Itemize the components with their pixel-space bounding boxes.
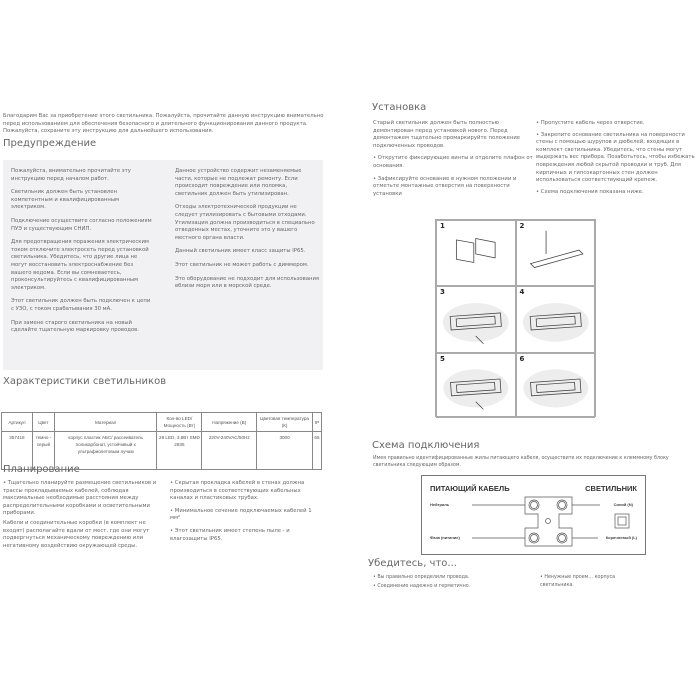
step-number: 5 <box>440 355 445 363</box>
step-illustration <box>436 286 516 353</box>
warning-heading: Предупреждение <box>3 138 97 149</box>
paragraph: Для предотвращения поражения электрическим током отключите электросеть перед установкой светильника. Убедитесь, что другие лица не могут восстановить электроснабжение без вашего ведома. Если вы сомневаетесь, проконсультируйтесь с квалифицированным электриком. <box>11 239 149 291</box>
specs-table <box>1 412 322 470</box>
table-header: IP <box>312 413 321 432</box>
phase-label: Фаза (питание) <box>430 535 460 540</box>
step-illustration <box>516 220 596 286</box>
paragraph: • Схема подключения показана ниже. <box>536 188 644 195</box>
planning-heading: Планирование <box>3 464 80 475</box>
wiring-text: Имея правильно идентифицированные жилы питающего кабеля, осуществите их подключение к клеммному блоку светильника следующим образом. <box>373 456 669 468</box>
luminaire-illustration-icon <box>437 354 515 417</box>
luminaire-illustration-icon <box>517 354 595 417</box>
step-number: 4 <box>519 288 525 296</box>
table-header: Материал <box>54 413 157 432</box>
step-illustration <box>436 220 516 286</box>
paragraph: Подключение осуществите согласно положениям ПУЭ и существующим СНИП. <box>11 217 152 232</box>
paragraph: • Соединение надежно и герметично. <box>373 583 471 589</box>
step-number: 6 <box>519 355 525 363</box>
luminaire-illustration-icon <box>437 287 515 352</box>
step-number: 3 <box>440 288 445 296</box>
table-cell: темно - серый <box>32 432 54 470</box>
table-header: Цветовая температура (К) <box>257 413 313 432</box>
wiring-diagram <box>421 475 646 555</box>
paragraph: • Этот светильник имеет степень пыле - и влагозащиты IP65. <box>170 527 290 542</box>
paragraph: Данное устройство содержит незаменяемые части, которые не подлежат ремонту. Если происходит повреждение или поломка, светильник должен быть утилизирован. <box>175 168 302 197</box>
intro-text: Благодарим Вас за приобретение этого светильника. Пожалуйста, прочитайте данную инструкцию внимательно перед использованием для обеспечения безопасного и длительного функционирования данного продукта. Пожалуйста, сохраните эту инструкцию для дальнейшего использования. <box>3 113 324 135</box>
installation-steps-grid <box>435 219 596 417</box>
specs-heading: Характеристики светильников <box>3 376 167 387</box>
brown-wire-label: Коричневый (L) <box>605 535 637 540</box>
paragraph: Этот светильник должен быть подключен к цепи с УЗО, с током срабатывания 30 мА. <box>11 298 151 312</box>
paragraph: Пожалуйста, внимательно прочитайте эту инструкцию перед началом работ. <box>11 168 131 182</box>
warning-box <box>3 160 323 370</box>
table-header: Кол-во LED/ Мощность (Вт) <box>157 413 202 432</box>
luminaire-illustration-icon <box>517 221 595 285</box>
check-right: • Ненужные проем… корпуса светильника. <box>540 575 616 588</box>
check-heading: Убедитесь, что... <box>368 558 457 569</box>
install-heading: Установка <box>372 102 427 113</box>
paragraph: Старый светильник должен быть полностью демонтирован перед установкой нового. Перед демонтажем тщательно промаркируйте положение подключенных проводов. <box>373 120 521 149</box>
paragraph: Кабели и соединительные коробки (в комплект не входят) располагайте вдали от мест, где они могут подвергнуться механическому повреждению или негативному воздействию окружающей среды. <box>3 519 150 549</box>
wiring-heading: Схема подключения <box>372 440 480 451</box>
step-illustration <box>436 353 516 418</box>
paragraph: Это оборудование не подходит для использования вблизи моря или в морской среде. <box>175 275 320 290</box>
paragraph: • Открутите фиксирующие винты и отделите плафон от основания. <box>373 155 533 169</box>
lamp-label: СВЕТИЛЬНИК <box>585 484 637 493</box>
paragraph: Отходы электротехнической продукции не следует утилизировать с бытовыми отходами. Утилизация должна производиться в специально отведенных местах, уточните это у вашего местного органа власти. <box>175 204 315 241</box>
paragraph: • Вы правильно определили провода. <box>373 575 470 580</box>
luminaire-illustration-icon <box>437 221 515 285</box>
blue-wire-label: Синий (N) <box>613 502 633 507</box>
paragraph: Этот светильник не может работь с диммером. <box>175 261 309 268</box>
neutral-label: Нейтраль <box>430 502 450 507</box>
terminal-block-icon <box>422 476 647 556</box>
cable-label: ПИТАЮЩИЙ КАБЕЛЬ <box>430 484 510 493</box>
table-cell: 3000 <box>257 432 313 470</box>
paragraph: При замене старого светильника на новый сделайте тщательную маркировку проводов. <box>11 319 139 334</box>
step-illustration <box>516 353 596 418</box>
table-cell: 65 <box>312 432 321 470</box>
table-header: Цвет <box>32 413 54 432</box>
table-cell: 28 LED, 3,8Вт SMD 2835 <box>157 432 202 470</box>
table-header: Артикул <box>2 413 33 432</box>
paragraph: • Закрепите основание светильника на поверхности стены с помощью шурупов и дюбелей, входящих в комплект светильника. Убедитесь, что стены могут выдержать вес прибора. Позаботьтесь, чтобы избежать повреждения любой скрытой проводки и труб. Для кирпичных и гипсокартонных стен должен использоваться соответствующий крепеж. <box>536 131 695 184</box>
paragraph: • Минимальное сечение подключаемых кабелей 1 мм² <box>170 507 312 522</box>
paragraph: • Скрытая прокладка кабелей в стенах должна производиться в соответствующих кабельных каналах и пластиковых трубах. <box>170 480 305 502</box>
paragraph: Светильник должен быть установлен компетентным и квалифицированным электриком. <box>11 189 119 211</box>
step-illustration <box>516 286 596 353</box>
paragraph: Данный светильник имеет класс защиты IP65. <box>175 248 306 255</box>
step-number: 2 <box>519 222 525 230</box>
step-number: 1 <box>440 222 445 230</box>
paragraph: • Пропустите кабель через отверстие. <box>536 120 645 126</box>
paragraph: • Зафиксируйте основание в нужном положении и отметьте монтажные отверстия на поверхности установки <box>373 175 517 197</box>
table-cell: 220V-240VAC/50Hz <box>202 432 257 470</box>
table-header: Напряжение (В) <box>202 413 257 432</box>
table-cell: корпус пластик АБС/ рассеиватель поликарбонат, устойчивый к ультрафиолетовым лучам <box>54 432 157 470</box>
luminaire-illustration-icon <box>517 287 595 352</box>
table-cell: 357418 <box>2 432 33 470</box>
paragraph: • Тщательно планируйте размещение светильников и трассы прокладываемых кабелей, соблюдая максимальные необходимые расстояния между распределительными коробками и осветительными приборами. <box>3 480 157 517</box>
